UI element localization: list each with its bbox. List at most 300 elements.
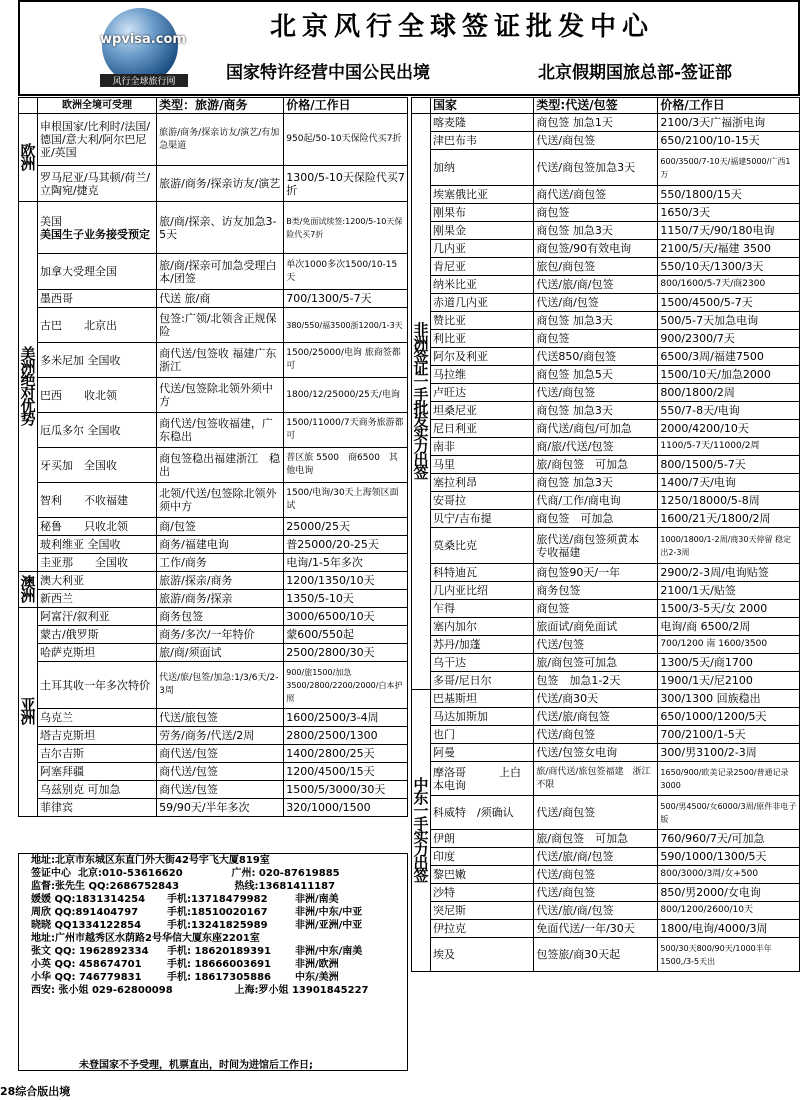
type-cell: 商务/多次/一年特价 — [157, 626, 284, 644]
type-cell: 商包签 — [534, 330, 658, 348]
price-cell: 1500/25000/电询 旅商签都可 — [284, 343, 408, 378]
price-cell: 320/1000/1500 — [284, 799, 408, 817]
country-cell: 坦桑尼亚 — [430, 402, 533, 420]
country-cell: 伊朗 — [430, 830, 533, 848]
type-cell: 包签 加急1-2天 — [534, 672, 658, 690]
table-row — [19, 745, 408, 763]
country-cell: 巴西 收北领 — [37, 378, 156, 413]
table-row — [19, 114, 408, 166]
type-cell: 商务包签 — [534, 582, 658, 600]
region-label: 亚洲 — [19, 608, 38, 817]
price-cell: 1200/1350/10天 — [284, 572, 408, 590]
table-row — [19, 413, 408, 448]
hotline: 热线:13681411187 — [234, 881, 336, 892]
table-row — [412, 258, 800, 276]
type-cell: 代送/商30天 — [534, 690, 658, 708]
price-cell: 电询/商 6500/2周 — [658, 618, 800, 636]
subtitle-left: 国家特许经营中国公民出境 — [226, 63, 430, 83]
type-cell: 免面代送/一年/30天 — [534, 920, 658, 938]
table-row — [412, 114, 800, 132]
country-cell: 马里 — [430, 456, 533, 474]
table-row — [412, 796, 800, 830]
price-cell: 1650/900/欧美记录2500/普通记录3000 — [658, 762, 800, 796]
country-cell: 巴基斯坦 — [430, 690, 533, 708]
country-cell: 赞比亚 — [430, 312, 533, 330]
price-cell: 900/2300/7天 — [658, 330, 800, 348]
type-cell: 旅/商/须面试 — [157, 644, 284, 662]
table-row — [412, 528, 800, 564]
country-cell: 蒙古/俄罗斯 — [37, 626, 156, 644]
table-row — [412, 240, 800, 258]
type-cell: 代送/商包签加急3天 — [534, 150, 658, 186]
contact-person: 晓晓 QQ1334122854 手机:13241825989 非洲/亚洲/中亚 — [31, 920, 363, 931]
type-cell: 商包签 加急3天 — [534, 312, 658, 330]
table-row — [412, 456, 800, 474]
type-cell: 代送/商包签 — [534, 726, 658, 744]
table-row — [19, 448, 408, 483]
center-line — [19, 867, 407, 880]
country-cell: 申根国家/比利时/法国/德国/意大利/阿尔巴尼亚/英国 — [37, 114, 156, 166]
col-header-type: 类型:代送/包签 — [534, 98, 658, 114]
table-row — [19, 343, 408, 378]
type-cell: 劳务/商务/代送/2周 — [157, 727, 284, 745]
type-cell: 代送850/商包签 — [534, 348, 658, 366]
type-cell: 旅面试/商免面试 — [534, 618, 658, 636]
table-row — [19, 626, 408, 644]
table-row — [19, 166, 408, 202]
price-cell: 2000/4200/10天 — [658, 420, 800, 438]
price-cell: 800/3000/3周/女+500 — [658, 866, 800, 884]
type-cell: 包签旅/商30天起 — [534, 938, 658, 972]
price-cell: 25000/25天 — [284, 518, 408, 536]
table-row — [412, 902, 800, 920]
contact-person: 周欣 QQ:891404797 手机:18510020167 非洲/中东/中亚 — [31, 907, 363, 918]
price-cell: 2100/3天广福浙电询 — [658, 114, 800, 132]
type-cell: 代送/商/包签 — [534, 294, 658, 312]
price-cell: 普25000/20-25天 — [284, 536, 408, 554]
country-cell: 多哥/尼日尔 — [430, 672, 533, 690]
price-cell: 300/男3100/2-3周 — [658, 744, 800, 762]
type-cell: 代送/商包签 — [534, 132, 658, 150]
price-cell: 1400/2800/25天 — [284, 745, 408, 763]
address-guangzhou: 地址:广州市越秀区水荫路2号华信大厦东座2201室 — [31, 933, 260, 944]
type-cell: 代送/旅包签 — [157, 709, 284, 727]
table-header — [412, 98, 800, 114]
country-cell: 贝宁/吉布提 — [430, 510, 533, 528]
type-cell: 59/90天/半年多次 — [157, 799, 284, 817]
country-cell: 南非 — [430, 438, 533, 456]
country-cell: 刚果布 — [430, 204, 533, 222]
type-cell: 代送/商包签 — [534, 884, 658, 902]
table-row — [19, 662, 408, 709]
country-cell: 厄瓜多尔 全国收 — [37, 413, 156, 448]
price-cell: B类/免面试续签:1200/5-10天保险代买7折 — [284, 202, 408, 254]
table-row — [412, 204, 800, 222]
table-row — [19, 254, 408, 290]
contact-person: 小华 QQ: 746779831 手机: 18617305886 中东/美洲 — [31, 972, 339, 983]
type-cell: 代送/商包签 — [534, 384, 658, 402]
price-cell: 500/5-7天加急电询 — [658, 312, 800, 330]
type-cell: 商包签 可加急 — [534, 510, 658, 528]
address-beijing: 地址:北京市东城区东直门外大街42号宇飞大厦819室 — [31, 855, 270, 866]
table-row — [412, 222, 800, 240]
table-row — [412, 600, 800, 618]
type-cell: 商代送/包签 — [157, 763, 284, 781]
table-row — [412, 402, 800, 420]
table-row — [412, 884, 800, 902]
type-cell: 商务包签 — [157, 608, 284, 626]
xian-contact: 西安: 张小姐 029-62800098 — [31, 985, 173, 996]
country-cell: 新西兰 — [37, 590, 156, 608]
type-cell: 旅包/商包签 — [534, 258, 658, 276]
country-cell: 沙特 — [430, 884, 533, 902]
country-cell: 安哥拉 — [430, 492, 533, 510]
table-row — [19, 644, 408, 662]
table-row — [19, 572, 408, 590]
logo — [78, 8, 208, 88]
country-cell: 古巴 北京出 — [37, 308, 156, 343]
price-cell: 单次1000多次1500/10-15天 — [284, 254, 408, 290]
country-cell: 津巴布韦 — [430, 132, 533, 150]
price-cell: 700/1200 南 1600/3500 — [658, 636, 800, 654]
country-cell: 喀麦隆 — [430, 114, 533, 132]
table-row — [412, 920, 800, 938]
type-cell: 旅/商包签可加急 — [534, 654, 658, 672]
price-cell: 800/1500/5-7天 — [658, 456, 800, 474]
type-cell: 商包签 加急1天 — [534, 114, 658, 132]
table-row — [412, 726, 800, 744]
country-cell: 秘鲁 只收北领 — [37, 518, 156, 536]
table-row — [412, 744, 800, 762]
country-cell: 莫桑比克 — [430, 528, 533, 564]
price-cell: 1250/18000/5-8周 — [658, 492, 800, 510]
table-row — [412, 866, 800, 884]
country-cell: 牙买加 全国收 — [37, 448, 156, 483]
price-cell: 普区旅 5500 商6500 其他电询 — [284, 448, 408, 483]
country-cell: 纳米比亚 — [430, 276, 533, 294]
table-row — [412, 186, 800, 204]
country-cell: 卢旺达 — [430, 384, 533, 402]
table-row — [19, 483, 408, 518]
country-cell: 几内亚比绍 — [430, 582, 533, 600]
price-cell: 1500/电询/30天上海领区面试 — [284, 483, 408, 518]
type-cell: 旅游/商务/探亲访友/演艺/有加急渠道 — [157, 114, 284, 166]
price-cell: 1300/5-10天保险代买7折 — [284, 166, 408, 202]
country-cell: 阿曼 — [430, 744, 533, 762]
price-cell: 800/1200/2600/10天 — [658, 902, 800, 920]
region-label: 美洲绝对优势 — [19, 202, 38, 572]
price-cell: 蒙600/550起 — [284, 626, 408, 644]
type-cell: 商包签稳出福建浙江 稳出 — [157, 448, 284, 483]
country-cell: 印度 — [430, 848, 533, 866]
type-cell: 商代送/包签 — [157, 781, 284, 799]
type-cell: 商/旅/代送/包签 — [534, 438, 658, 456]
type-cell: 商代送/商包签 — [534, 186, 658, 204]
country-cell: 塔吉克斯坦 — [37, 727, 156, 745]
type-cell: 代送 旅/商 — [157, 290, 284, 308]
type-cell: 旅游/商务/探亲 — [157, 590, 284, 608]
price-cell: 1500/10天/加急2000 — [658, 366, 800, 384]
table-row — [19, 590, 408, 608]
table-row — [19, 518, 408, 536]
table-row — [412, 312, 800, 330]
logo-brand: 风行全球旅行网 — [100, 74, 188, 87]
table-row — [412, 294, 800, 312]
table-row — [19, 308, 408, 343]
price-cell: 3000/6500/10天 — [284, 608, 408, 626]
price-cell: 1500/4500/5-7天 — [658, 294, 800, 312]
logo-site: wpvisa.com — [100, 32, 186, 47]
center-label: 签证中心 — [31, 868, 71, 879]
price-cell: 700/2100/1-5天 — [658, 726, 800, 744]
type-cell: 商代送/包签 — [157, 745, 284, 763]
contact-person: 张文 QQ: 1962892334 手机: 18620189391 非洲/中东/南美 — [31, 946, 363, 957]
price-cell: 1000/1800/1-2周/商30天停留 稳定出2-3周 — [658, 528, 800, 564]
country-cell: 突尼斯 — [430, 902, 533, 920]
price-cell: 2100/5/天/福建 3500 — [658, 240, 800, 258]
price-cell: 2800/2500/1300 — [284, 727, 408, 745]
country-cell: 乍得 — [430, 600, 533, 618]
table-row — [412, 672, 800, 690]
price-cell: 380/550/福3500浙1200/1-3天 — [284, 308, 408, 343]
contact-person: 媛媛 QQ:1831314254 手机:13718479982 非洲/南美 — [31, 894, 339, 905]
country-cell: 多米尼加 全国收 — [37, 343, 156, 378]
type-cell: 商务/福建电询 — [157, 536, 284, 554]
table-row — [412, 762, 800, 796]
country-cell: 马达加斯加 — [430, 708, 533, 726]
table-row — [412, 848, 800, 866]
type-cell: 商代送/包签收 福建广东浙江 — [157, 343, 284, 378]
type-cell: 商包签90天/一年 — [534, 564, 658, 582]
price-cell: 1800/12/25000/25天/电询 — [284, 378, 408, 413]
country-cell: 几内亚 — [430, 240, 533, 258]
type-cell: 代送/商包签 — [534, 866, 658, 884]
price-cell: 1600/21天/1800/2周 — [658, 510, 800, 528]
price-cell: 2900/2-3周/电询贴签 — [658, 564, 800, 582]
contact-block — [18, 853, 408, 1071]
price-cell: 760/960/7天/可加急 — [658, 830, 800, 848]
table-row — [412, 420, 800, 438]
type-cell: 商包签 加急5天 — [534, 366, 658, 384]
country-cell: 塞拉利昂 — [430, 474, 533, 492]
page-title: 北京风行全球签证批发中心 — [270, 12, 655, 42]
price-cell: 950起/50-10天保险代买7折 — [284, 114, 408, 166]
price-cell: 700/1300/5-7天 — [284, 290, 408, 308]
price-cell: 2100/1天/贴签 — [658, 582, 800, 600]
price-cell: 1800/电询/4000/3周 — [658, 920, 800, 938]
country-cell: 黎巴嫩 — [430, 866, 533, 884]
table-header — [19, 98, 408, 114]
type-cell: 代送/旅/包签/加急:1/3/6天/2-3周 — [157, 662, 284, 709]
price-cell: 550/10天/1300/3天 — [658, 258, 800, 276]
country-cell: 苏丹/加蓬 — [430, 636, 533, 654]
type-cell: 旅代送/商包签须黄本 专收福建 — [534, 528, 658, 564]
table-row — [19, 799, 408, 817]
contact-person: 小英 QQ: 458674701 手机: 18666003691 非洲/欧洲 — [31, 959, 339, 970]
country-cell: 美国 美国生子业务接受预定 — [37, 202, 156, 254]
table-row — [412, 690, 800, 708]
type-cell: 代送/包签 — [534, 636, 658, 654]
country-cell: 赤道几内亚 — [430, 294, 533, 312]
table-row — [19, 781, 408, 799]
country-cell: 伊拉克 — [430, 920, 533, 938]
masthead — [18, 0, 800, 96]
price-cell: 1300/5天/商1700 — [658, 654, 800, 672]
table-row — [412, 366, 800, 384]
country-cell: 加纳 — [430, 150, 533, 186]
country-cell: 菲律宾 — [37, 799, 156, 817]
price-cell: 1100/5-7天/11000/2周 — [658, 438, 800, 456]
col-header-price: 价格/工作日 — [284, 98, 408, 114]
type-cell: 旅游/探亲/商务 — [157, 572, 284, 590]
page-footer: 28综合版出境 — [0, 1085, 71, 1098]
price-cell: 600/3500/7-10天/福建5000/广西1万 — [658, 150, 800, 186]
table-row — [412, 636, 800, 654]
table-row — [19, 202, 408, 254]
table-row — [412, 150, 800, 186]
table-row — [412, 348, 800, 366]
country-cell: 肯尼亚 — [430, 258, 533, 276]
country-cell: 乌干达 — [430, 654, 533, 672]
shanghai-contact: 上海:罗小姐 13901845227 — [234, 985, 369, 996]
type-cell: 代送/旅/商/包签 — [534, 276, 658, 294]
supervisor-line — [19, 880, 407, 893]
country-cell: 科特迪瓦 — [430, 564, 533, 582]
price-cell: 1350/5-10天 — [284, 590, 408, 608]
price-cell: 500/30天800/90天/1000半年1500,/3-5天出 — [658, 938, 800, 972]
table-row — [412, 438, 800, 456]
table-row — [19, 608, 408, 626]
table-row — [19, 709, 408, 727]
left-price-table — [18, 97, 408, 817]
country-cell: 吉尔吉斯 — [37, 745, 156, 763]
country-cell: 埃及 — [430, 938, 533, 972]
country-cell: 加拿大受理全国 — [37, 254, 156, 290]
price-cell: 590/1000/1300/5天 — [658, 848, 800, 866]
country-cell: 埃塞俄比亚 — [430, 186, 533, 204]
type-cell: 包签:广领/北领含正规保险 — [157, 308, 284, 343]
country-cell: 乌兹别克 可加急 — [37, 781, 156, 799]
col-header-country: 国家 — [430, 98, 533, 114]
type-cell: 商代送/商包/可加急 — [534, 420, 658, 438]
table-row — [412, 384, 800, 402]
price-cell: 800/1600/5-7天/商2300 — [658, 276, 800, 294]
type-cell: 旅/商/探亲可加急受理白本/团签 — [157, 254, 284, 290]
table-row — [19, 378, 408, 413]
col-header-country: 欧洲全境可受理 — [37, 98, 156, 114]
price-cell: 1150/7天/90/180电询 — [658, 222, 800, 240]
table-row — [412, 510, 800, 528]
type-cell: 商包签 加急3天 — [534, 222, 658, 240]
country-cell: 尼日利亚 — [430, 420, 533, 438]
type-cell: 旅/商/探亲、访友加急3-5天 — [157, 202, 284, 254]
type-cell: 旅/商包签 可加急 — [534, 830, 658, 848]
table-row — [19, 763, 408, 781]
type-cell: 商包签 加急3天 — [534, 474, 658, 492]
country-cell: 刚果金 — [430, 222, 533, 240]
beijing-tel: 北京:010-53616620 — [77, 868, 183, 879]
country-cell: 阿尔及利亚 — [430, 348, 533, 366]
right-price-table — [411, 97, 800, 972]
notice: 未登国家不予受理，机票直出，时间为进馆后工作日; — [79, 1060, 313, 1071]
price-cell: 2500/2800/30天 — [284, 644, 408, 662]
country-cell: 也门 — [430, 726, 533, 744]
table-row — [412, 654, 800, 672]
branch-line — [19, 984, 407, 997]
country-cell: 澳大利亚 — [37, 572, 156, 590]
country-cell: 圭亚那 全国收 — [37, 554, 156, 572]
country-extra: 美国生子业务接受预定 — [39, 227, 150, 241]
price-cell: 650/1000/1200/5天 — [658, 708, 800, 726]
price-cell: 550/7-8天/电询 — [658, 402, 800, 420]
country-cell: 玻利维亚 全国收 — [37, 536, 156, 554]
type-cell: 代送/包签除北领外须中方 — [157, 378, 284, 413]
region-label: 非洲签证一手批发实力出签 — [412, 114, 431, 690]
country-cell: 乌克兰 — [37, 709, 156, 727]
price-cell: 1650/3天 — [658, 204, 800, 222]
type-cell: 代送/旅/商包签 — [534, 708, 658, 726]
type-cell: 旅/商代送/旅包签福建 浙江 不限 — [534, 762, 658, 796]
price-cell: 1200/4500/15天 — [284, 763, 408, 781]
price-cell: 1500/11000/7天商务旅游都可 — [284, 413, 408, 448]
price-cell: 650/2100/10-15天 — [658, 132, 800, 150]
table-row — [412, 276, 800, 294]
col-header-type: 类型：旅游/商务 — [157, 98, 284, 114]
type-cell: 商/包签 — [157, 518, 284, 536]
type-cell: 商代送/包签收福建，广东稳出 — [157, 413, 284, 448]
type-cell: 商包签 加急3天 — [534, 402, 658, 420]
price-cell: 850/男2000/女电询 — [658, 884, 800, 902]
type-cell: 代商/工作/商电询 — [534, 492, 658, 510]
country-cell: 塞内加尔 — [430, 618, 533, 636]
table-row — [19, 290, 408, 308]
guangzhou-tel: 广州: 020-87619885 — [231, 868, 340, 879]
table-row — [412, 492, 800, 510]
table-row — [412, 582, 800, 600]
price-cell: 1400/7天/电询 — [658, 474, 800, 492]
subtitle-right: 北京假期国旅总部-签证部 — [538, 63, 733, 83]
country-cell: 智利 不收福建 — [37, 483, 156, 518]
table-row — [412, 830, 800, 848]
type-cell: 商包签/90有效电询 — [534, 240, 658, 258]
type-cell: 商包签 — [534, 204, 658, 222]
country-cell: 马拉维 — [430, 366, 533, 384]
type-cell: 旅/商包签 可加急 — [534, 456, 658, 474]
type-cell: 代送/旅/商/包签 — [534, 848, 658, 866]
price-cell: 电询/1-5年多次 — [284, 554, 408, 572]
type-cell: 旅游/商务/探亲访友/演艺 — [157, 166, 284, 202]
price-cell: 900/旅1500/加急3500/2800/2200/2000/白本护照 — [284, 662, 408, 709]
price-cell: 1500/5/3000/30天 — [284, 781, 408, 799]
table-row — [19, 536, 408, 554]
price-cell: 1600/2500/3-4周 — [284, 709, 408, 727]
table-row — [412, 564, 800, 582]
table-row — [412, 330, 800, 348]
region-label: 中东一手实力出签 — [412, 690, 431, 972]
country-cell: 阿富汗/叙利亚 — [37, 608, 156, 626]
type-cell: 代送/包签女电询 — [534, 744, 658, 762]
price-cell: 6500/3周/福建7500 — [658, 348, 800, 366]
table-row — [412, 132, 800, 150]
price-cell: 300/1300 回族稳出 — [658, 690, 800, 708]
table-row — [412, 708, 800, 726]
country-cell: 阿塞拜疆 — [37, 763, 156, 781]
type-cell: 商包签 — [534, 600, 658, 618]
country-cell: 罗马尼亚/马其顿/荷兰/立陶宛/捷克 — [37, 166, 156, 202]
region-label: 澳洲 — [19, 572, 38, 608]
price-cell: 1500/3-5天/女 2000 — [658, 600, 800, 618]
table-row — [412, 474, 800, 492]
